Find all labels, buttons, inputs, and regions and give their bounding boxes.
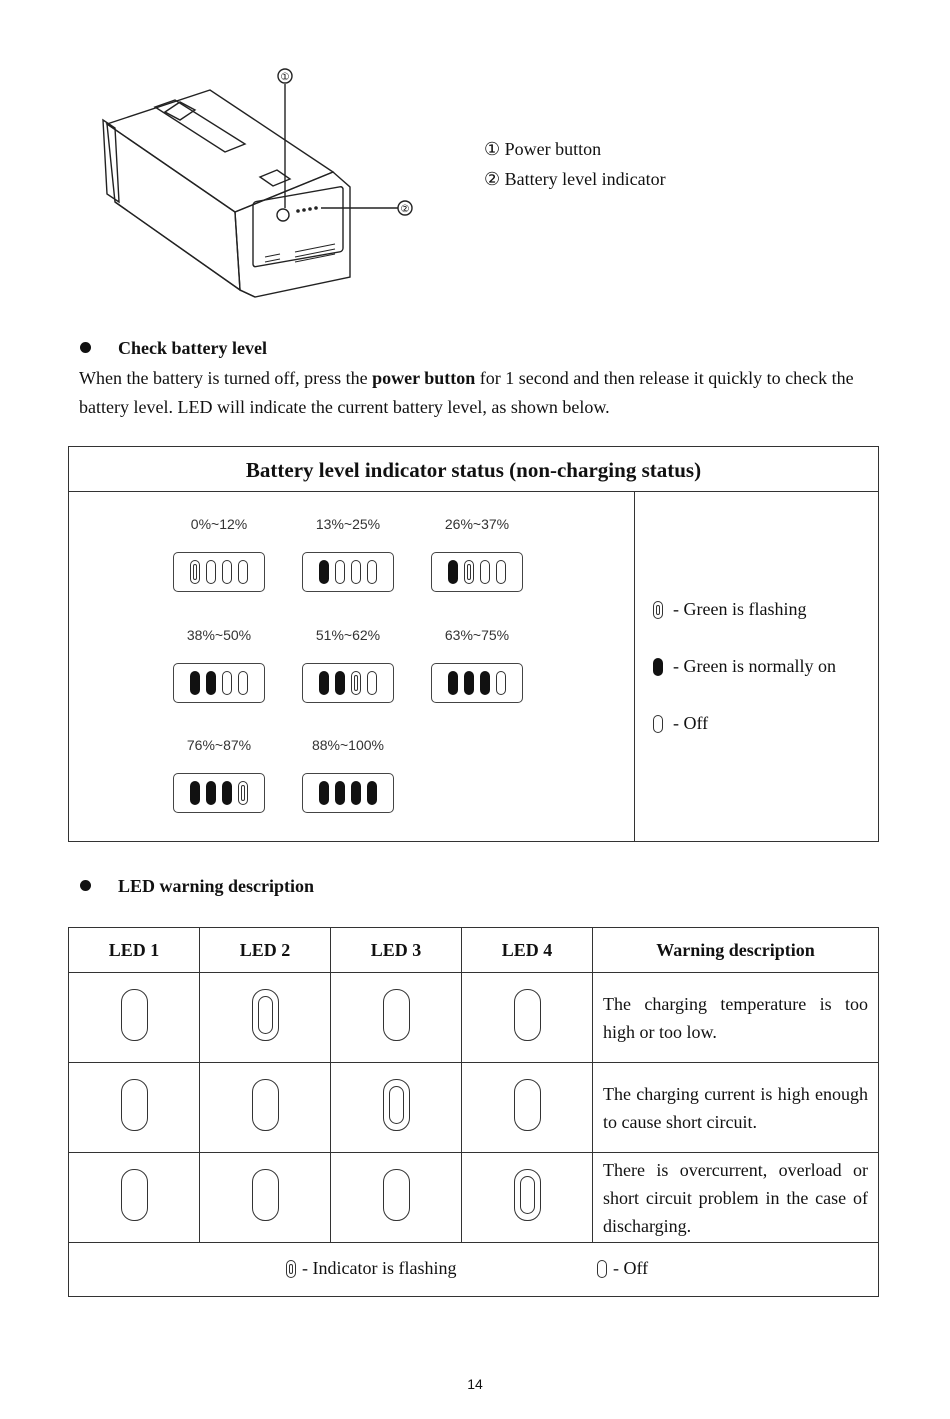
callout-2-label: ② [400,204,410,215]
table-row [69,1063,879,1153]
led-off-icon [252,1169,279,1221]
led-on-icon [206,781,216,805]
warning-legend [69,1243,879,1297]
led-on-icon [448,671,458,695]
led-2-cell [200,1063,331,1153]
battery-icon [173,552,265,592]
led-off-icon [351,560,361,584]
battery-level-item [169,735,269,813]
battery-level-table [68,446,879,842]
led-on-icon [319,781,329,805]
led-off-icon [335,560,345,584]
bullet-icon [80,880,91,891]
legend-indicator-off: - Off [597,1258,648,1279]
led-flash-icon [383,1079,410,1131]
battery-level-label: 76%~87% [186,737,252,753]
battery-levels-panel [69,492,635,841]
warning-description: The charging temperature is too high or too low. [593,973,879,1063]
led-on-icon [319,671,329,695]
callout-legend [484,134,666,194]
led-on-icon [653,658,663,676]
led-off-icon [238,671,248,695]
battery-level-label: 13%~25% [315,516,381,532]
legend-flashing: - Green is flashing [653,599,806,620]
header-led-2: LED 2 [200,928,331,973]
led-off-icon [496,671,506,695]
callout-battery-indicator: ② Battery level indicator [484,169,666,189]
led-on-icon [335,671,345,695]
led-flash-icon [190,560,200,584]
led-3-cell [331,1063,462,1153]
header-led-4: LED 4 [462,928,593,973]
battery-level-item [298,514,398,592]
led-1-cell [69,973,200,1063]
led-flash-icon [464,560,474,584]
table-header-row [69,928,879,973]
led-off-icon [653,715,663,733]
led-off-icon [222,671,232,695]
battery-level-label: 63%~75% [444,627,510,643]
led-off-icon [514,1079,541,1131]
section-heading-check-battery: Check battery level [80,338,267,359]
battery-level-item [427,514,527,592]
led-off-icon [206,560,216,584]
led-4-cell [462,1063,593,1153]
led-on-icon [222,781,232,805]
led-4-cell [462,973,593,1063]
led-off-icon [121,989,148,1041]
led-flashing-icon [286,1260,296,1278]
led-flash-icon [351,671,361,695]
led-on-icon [480,671,490,695]
led-off-icon [222,560,232,584]
battery-icon [431,663,523,703]
header-warning-description: Warning description [593,928,879,973]
battery-level-item [427,625,527,703]
battery-legend-panel [635,492,878,841]
header-led-3: LED 3 [331,928,462,973]
led-off-icon [121,1169,148,1221]
led-3-cell [331,973,462,1063]
battery-level-label: 51%~62% [315,627,381,643]
led-on-icon [335,781,345,805]
legend-indicator-flashing: - Indicator is flashing [286,1258,456,1279]
led-on-icon [319,560,329,584]
page-number: 14 [467,1376,483,1392]
battery-icon [302,552,394,592]
led-off-icon [383,989,410,1041]
warning-description: The charging current is high enough to cause short circuit. [593,1063,879,1153]
led-off-icon [367,560,377,584]
battery-level-item [298,735,398,813]
led-on-icon [448,560,458,584]
legend-on: - Green is normally on [653,656,836,677]
led-off-icon [367,671,377,695]
battery-icon [302,663,394,703]
led-on-icon [190,781,200,805]
table-footer-row [69,1243,879,1297]
battery-table-title: Battery level indicator status (non-charging status) [69,447,878,492]
callout-power-button: ① Power button [484,139,602,159]
warning-description: There is overcurrent, overload or short circuit problem in the case of discharging. [593,1153,879,1243]
led-1-cell [69,1153,200,1243]
battery-icon [431,552,523,592]
led-flash-icon [238,781,248,805]
power-station-illustration [95,62,425,302]
led-on-icon [367,781,377,805]
led-on-icon [351,781,361,805]
led-off-icon [383,1169,410,1221]
led-4-cell [462,1153,593,1243]
battery-level-label: 0%~12% [190,516,248,532]
check-battery-paragraph: When the battery is turned off, press the power button for 1 second and then release it quickly to check the battery level. LED will indicate the current battery level, as shown below. [79,368,854,417]
led-on-icon [206,671,216,695]
led-off-icon [238,560,248,584]
led-on-icon [464,671,474,695]
led-1-cell [69,1063,200,1153]
battery-level-item [169,514,269,592]
led-2-cell [200,1153,331,1243]
table-row [69,1153,879,1243]
led-off-icon [496,560,506,584]
battery-level-item [169,625,269,703]
led-off-icon [480,560,490,584]
led-off-icon [597,1260,607,1278]
led-off-icon [252,1079,279,1131]
battery-level-item [298,625,398,703]
battery-level-label: 26%~37% [444,516,510,532]
battery-level-label: 38%~50% [186,627,252,643]
callout-1-label: ① [280,72,290,83]
bullet-icon [80,342,91,353]
led-flash-icon [514,1169,541,1221]
led-flash-icon [252,989,279,1041]
led-3-cell [331,1153,462,1243]
battery-icon [173,773,265,813]
led-2-cell [200,973,331,1063]
led-warning-table [68,927,879,1297]
legend-off: - Off [653,713,708,734]
battery-icon [173,663,265,703]
table-row [69,973,879,1063]
battery-icon [302,773,394,813]
battery-level-label: 88%~100% [311,737,384,753]
header-led-1: LED 1 [69,928,200,973]
led-off-icon [121,1079,148,1131]
led-flashing-icon [653,601,663,619]
led-on-icon [190,671,200,695]
section-heading-led-warning: LED warning description [80,876,314,897]
led-off-icon [514,989,541,1041]
